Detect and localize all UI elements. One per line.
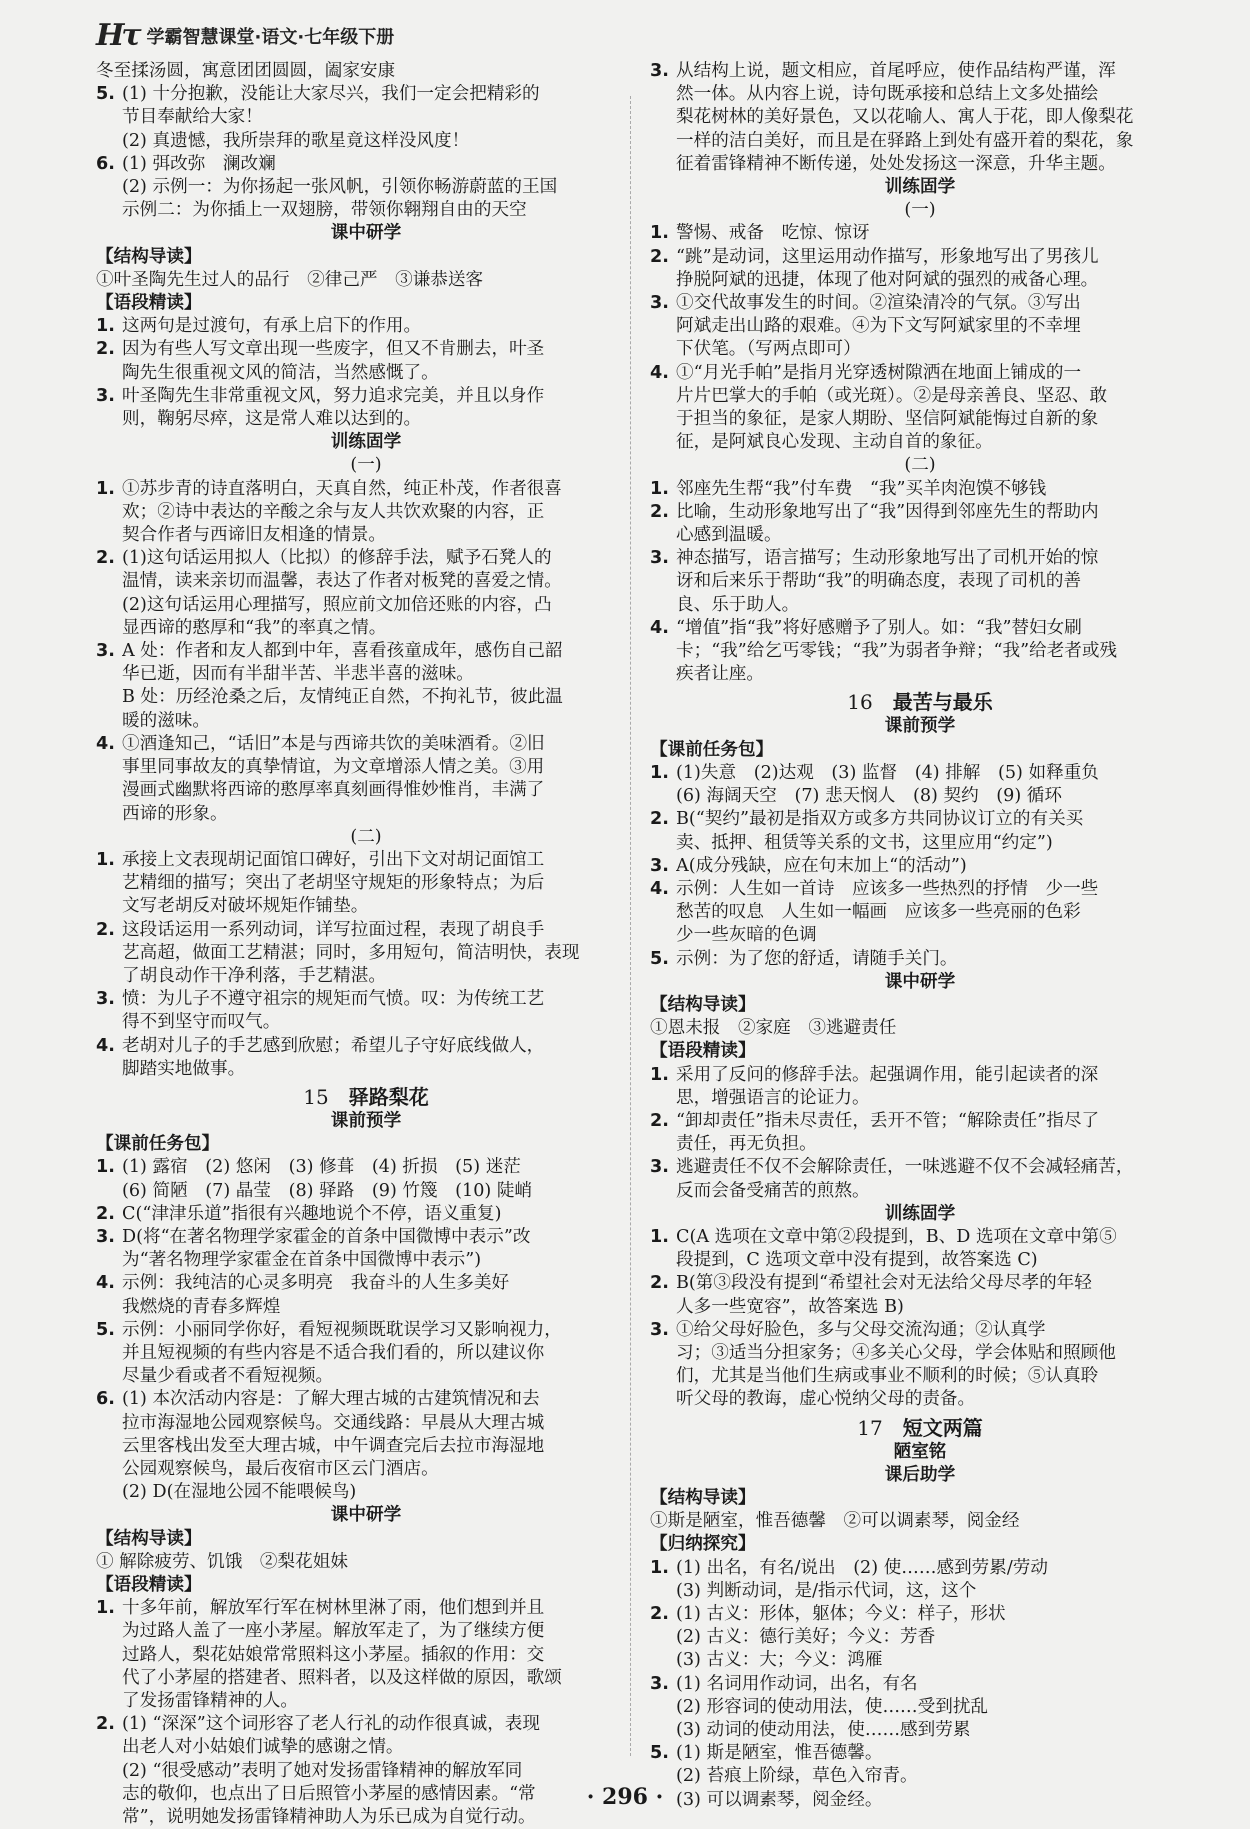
item-number: 3. — [650, 1319, 669, 1340]
item-text — [676, 762, 1190, 808]
text-line: 艺高超，做面工艺精湛；同时，多用短句，简洁明快，表现 — [122, 942, 580, 963]
item-number: 3. — [650, 61, 669, 81]
answer-item — [96, 1203, 636, 1226]
item-number: 5. — [96, 84, 115, 105]
answer-item — [650, 1673, 1190, 1743]
subsection-number: (一) — [350, 455, 382, 476]
item-number: 2. — [650, 246, 669, 267]
text-line: 则，鞠躬尽瘁，这是常人难以达到的。 — [122, 409, 422, 430]
answer-item — [96, 640, 636, 733]
text-line: 志的敬仰，也点出了日后照管小茅屋的感情因素。“常 — [122, 1783, 536, 1804]
item-number: 1. — [96, 316, 115, 337]
item-number: 1. — [96, 1157, 115, 1178]
answer-continuation — [96, 176, 636, 222]
answer-item — [650, 808, 1190, 854]
answer-continuation — [96, 130, 636, 153]
text-line: 冬至揉汤圆，寓意团团圆圆，阖家安康 — [96, 61, 396, 81]
text-line: (6) 简陋 (7) 晶莹 (8) 驿路 (9) 竹篾 (10) 陡峭 — [122, 1180, 533, 1201]
text-line: 思，增强语言的论证力。 — [676, 1087, 870, 1108]
item-number: 2. — [650, 1273, 669, 1294]
text-line: (2) D(在湿地公园不能喂候鸟) — [122, 1482, 357, 1503]
text-line: 显西谛的憨厚和“我”的率真之情。 — [122, 617, 387, 638]
text-line: 我燃烧的青春多辉煌 — [122, 1296, 281, 1317]
answer-item — [650, 292, 1190, 362]
item-text — [122, 1272, 636, 1318]
text-line: 承接上文表现胡记面馆口碑好，引出下文对胡记面馆工 — [122, 849, 545, 870]
text-line: (2) 形容词的使动用法，使……受到扰乱 — [676, 1696, 989, 1717]
text-line: 卖、抵押、租赁等关系的文书，这里应用“约定”) — [676, 832, 1053, 853]
block-label: 【语段精读】 — [96, 1575, 202, 1595]
answer-item — [650, 617, 1190, 687]
answer-item — [650, 1156, 1190, 1202]
answer-item — [650, 1064, 1190, 1110]
item-number: 3. — [650, 293, 669, 314]
answer-item — [96, 1713, 636, 1829]
item-text — [676, 1603, 1190, 1673]
text-line: 挣脱阿斌的迅捷，体现了他对阿斌的强烈的戒备心理。 — [676, 269, 1099, 290]
item-text — [676, 1064, 1190, 1110]
section-heading: 陋室铭 — [893, 1441, 947, 1462]
text-line: 了胡良动作干净利落，手艺精湛。 — [122, 965, 386, 986]
text-line: 契合作者与西谛旧友相逢的情景。 — [122, 525, 386, 546]
text-line: 责任，再无负担。 — [676, 1134, 817, 1155]
answer-item — [96, 1319, 636, 1389]
item-text — [676, 478, 1190, 501]
answer-item — [650, 246, 1190, 292]
item-text — [676, 878, 1190, 948]
item-number: 6. — [96, 1389, 115, 1410]
text-line: ①恩未报 ②家庭 ③逃避责任 — [650, 1018, 897, 1039]
text-line: 为“著名物理学家霍金在首条中国微博中表示”) — [122, 1250, 482, 1271]
text-line: (1) 出名，有名/说出 (2) 使……感到劳累/劳动 — [676, 1557, 1048, 1578]
answer-item — [650, 1272, 1190, 1318]
section-heading: 训练固学 — [884, 1203, 956, 1224]
answer-item — [650, 222, 1190, 245]
text-line: 十多年前，解放军行军在树林里淋了雨，他们想到并且 — [122, 1598, 545, 1619]
text-line: 征，是阿斌良心发现、主动自首的象征。 — [676, 432, 993, 453]
answer-item — [96, 1597, 636, 1713]
item-number: 1. — [96, 478, 115, 499]
block-label: 【结构导读】 — [650, 994, 756, 1015]
item-text — [122, 919, 636, 989]
answer-item — [650, 501, 1190, 547]
item-text — [676, 1673, 1190, 1743]
answer-item — [650, 948, 1190, 971]
answer-item — [650, 855, 1190, 878]
text-line: 得不到坚守而叹气。 — [122, 1012, 281, 1033]
text-line: 常”，说明她发扬雷锋精神助人为乐已成为自觉行动。 — [122, 1807, 536, 1828]
item-number: 5. — [650, 948, 669, 969]
item-text — [676, 1110, 1190, 1156]
block-label: 【课前任务包】 — [650, 739, 774, 760]
text-line: A(成分残缺，应在句末加上“的活动”) — [676, 855, 967, 876]
text-line: 事里同事故友的真挚情谊，为文章增添人情之美。③用 — [122, 757, 545, 778]
item-text — [676, 1226, 1190, 1272]
text-line: (2) 示例一：为你扬起一张风帆，引领你畅游蔚蓝的王国 — [122, 177, 558, 198]
text-line: 邻座先生帮“我”付车费 “我”买羊肉泡馍不够钱 — [676, 478, 1047, 499]
item-number: 4. — [650, 878, 669, 899]
item-text — [122, 849, 636, 919]
answer-item — [96, 733, 636, 826]
subsection-number: (二) — [904, 455, 936, 476]
text-line: (1) 十分抱歉，没能让大家尽兴，我们一定会把精彩的 — [122, 84, 540, 105]
text-line: 华已逝，因而有半甜半苦、半悲半喜的滋味。 — [122, 664, 474, 685]
answer-item — [96, 315, 636, 338]
block-label: 【归纳探究】 — [650, 1534, 756, 1555]
text-line: 讶和后来乐于帮助“我”的明确态度，表现了司机的善 — [676, 571, 1082, 592]
text-line: 疾者让座。 — [676, 664, 764, 685]
text-line: 漫画式幽默将西谛的憨厚率真刻画得惟妙惟肖，丰满了 — [122, 780, 545, 801]
text-line: (1) 露宿 (2) 悠闲 (3) 修葺 (4) 折损 (5) 迷茫 — [122, 1157, 521, 1178]
item-text — [676, 292, 1190, 362]
section-heading: 课中研学 — [330, 223, 402, 244]
answer-item — [650, 1226, 1190, 1272]
text-line: 阿斌走出山路的艰难。④为下文写阿斌家里的不幸埋 — [676, 316, 1081, 337]
text-line: (1)失意 (2)达观 (3) 监督 (4) 排解 (5) 如释重负 — [676, 762, 1099, 783]
answer-item — [650, 1110, 1190, 1156]
text-line: 们，尤其是当他们生病或事业不顺利的时候；⑤认真聆 — [676, 1366, 1099, 1387]
answer-item — [650, 1603, 1190, 1673]
text-line: (2) 古义：德行美好；今义：芳香 — [676, 1627, 936, 1648]
text-line: (3) 古义：大；今义：鸿雁 — [676, 1650, 883, 1671]
text-line: 示例：小丽同学你好，看短视频既耽误学习又影响视力， — [122, 1319, 562, 1340]
answer-item — [650, 1557, 1190, 1603]
answer-item — [96, 478, 636, 548]
item-text — [122, 153, 636, 176]
answer-item — [96, 1272, 636, 1318]
section-heading: 课后助学 — [884, 1464, 956, 1485]
text-line: 片片巴掌大的手帕（或光斑）。②是母亲善良、坚忍、敢 — [676, 385, 1108, 406]
text-line: ①“月光手帕”是指月光穿透树隙洒在地面上铺成的一 — [676, 362, 1082, 383]
text-line: 良、乐于助人。 — [676, 594, 800, 615]
text-line: “卸却责任”指未尽责任，丢开不管；“解除责任”指尽了 — [676, 1110, 1100, 1131]
text-line: 温情，读来亲切而温馨，表达了作者对板凳的喜爱之情。 — [122, 571, 562, 592]
lesson-number: 17 — [857, 1415, 883, 1440]
item-text — [676, 855, 1190, 878]
text-line: C(“津津乐道”指很有兴趣地说个不停，语义重复) — [122, 1203, 502, 1224]
lesson-number: 15 — [303, 1084, 329, 1109]
text-line: 少一些灰暗的色调 — [676, 925, 817, 946]
text-line: 愁苦的叹息 人生如一幅画 应该多一些亮丽的色彩 — [676, 902, 1081, 923]
item-text — [122, 1713, 636, 1829]
section-heading: 课中研学 — [330, 1505, 402, 1526]
item-number: 4. — [650, 617, 669, 638]
item-text — [676, 808, 1190, 854]
brand-logo: Hτ — [96, 18, 139, 53]
text-line: 于担当的象征，是家人期盼、坚信阿斌能悔过自新的象 — [676, 409, 1099, 430]
item-text — [122, 1226, 636, 1272]
item-number: 4. — [96, 1273, 115, 1294]
text-line: 采用了反问的修辞手法。起强调作用，能引起读者的深 — [676, 1064, 1099, 1085]
section-heading: 训练固学 — [330, 432, 402, 453]
text-line: 一样的洁白美好，而且是在驿路上到处有盛开着的梨花，象 — [676, 130, 1134, 151]
text-line: 段提到，C 选项文章中没有提到，故答案选 C) — [676, 1250, 1038, 1271]
text-line: 梨花树林的美好景色，又以花喻人、寓人于花，即人像梨花 — [676, 107, 1134, 128]
text-line: 因为有些人写文章出现一些废字，但又不肯删去，叶圣 — [122, 339, 545, 360]
text-line: B(第③段没有提到“希望社会对无法给父母尽孝的年轻 — [676, 1273, 1092, 1294]
item-number: 2. — [96, 548, 115, 569]
item-number: 3. — [650, 1157, 669, 1178]
item-number: 2. — [96, 919, 115, 940]
text-line: 这段话运用一系列动词，详写拉面过程，表现了胡良手 — [122, 919, 545, 940]
text-line: ①给父母好脸色，多与父母交流沟通；②认真学 — [676, 1319, 1046, 1340]
text-line: 征着雷锋精神不断传递，处处发扬这一深意，升华主题。 — [676, 153, 1116, 174]
item-number: 2. — [96, 1714, 115, 1735]
item-number: 3. — [96, 1226, 115, 1247]
item-text — [122, 385, 636, 431]
answer-item — [96, 1226, 636, 1272]
answer-item — [650, 547, 1190, 617]
text-line: ①苏步青的诗直落明白，天真自然，纯正朴茂，作者很喜 — [122, 478, 562, 499]
item-text — [122, 640, 636, 733]
text-line: (2) “很受感动”表明了她对发扬雷锋精神的解放军同 — [122, 1760, 523, 1781]
lesson-title — [96, 1084, 636, 1110]
item-text — [122, 1156, 636, 1202]
answer-item — [96, 83, 636, 129]
text-line: 人多一些宽容”，故答案选 B) — [676, 1296, 904, 1317]
text-line: (3) 判断动词，是/指示代词，这，这个 — [676, 1580, 977, 1601]
text-line: (2)这句话运用心理描写，照应前文加倍还账的内容，凸 — [122, 594, 552, 615]
section-heading: 课前预学 — [330, 1110, 402, 1131]
item-text — [676, 222, 1190, 245]
text-line: ①叶圣陶先生过人的品行 ②律己严 ③谦恭送客 — [96, 269, 484, 290]
right-column — [650, 60, 1190, 1812]
item-number: 1. — [96, 1598, 115, 1619]
item-text — [676, 948, 1190, 971]
subsection-number: (二) — [350, 826, 382, 847]
item-text — [676, 1319, 1190, 1412]
text-line: B(“契约”最初是指双方或多方共同协议订立的有关买 — [676, 809, 1084, 830]
item-text — [122, 547, 636, 640]
answer-item — [650, 878, 1190, 948]
text-line: ①酒逢知己，“话旧”本是与西谛共饮的美味酒肴。②旧 — [122, 733, 545, 754]
text-line: 代了小茅屋的搭建者、照料者，以及这样做的原因，歌颂 — [122, 1667, 562, 1688]
item-number: 3. — [96, 385, 115, 406]
item-number: 2. — [650, 501, 669, 522]
text-line: 叶圣陶先生非常重视文风，努力追求完美，并且以身作 — [122, 385, 545, 406]
text-line: 卡；“我”给乞丐零钱；“我”为弱者争辩；“我”给老者或残 — [676, 641, 1118, 662]
item-text — [676, 547, 1190, 617]
item-text — [676, 60, 1190, 176]
text-line: A 处：作者和友人都到中年，喜看孩童成年，感伤自己韶 — [122, 641, 563, 662]
text-line: 示例：我纯洁的心灵多明亮 我奋斗的人生多美好 — [122, 1273, 510, 1294]
text-line: 并且短视频的有些内容是不适合我们看的，所以建议你 — [122, 1342, 545, 1363]
text-line: 为过路人盖了一座小茅屋。解放军走了，为了继续方便 — [122, 1621, 545, 1642]
text-line: (1) 名词用作动词，出名，有名 — [676, 1673, 918, 1694]
item-text — [122, 1319, 636, 1389]
lesson-title — [650, 1415, 1190, 1441]
item-text — [122, 733, 636, 826]
text-line: 心感到温暖。 — [676, 525, 782, 546]
item-number: 1. — [96, 849, 115, 870]
item-text — [122, 338, 636, 384]
item-text — [676, 617, 1190, 687]
text-line: 示例二：为你插上一双翅膀，带领你翱翔自由的天空 — [122, 200, 527, 221]
text-line: 西谛的形象。 — [122, 803, 228, 824]
item-number: 2. — [96, 339, 115, 360]
page-header — [96, 18, 394, 53]
item-number: 3. — [650, 548, 669, 569]
answer-item — [650, 60, 1190, 176]
text-line: 云里客栈出发至大理古城，中午调查完后去拉市海湿地 — [122, 1435, 545, 1456]
text-line: 下伏笔。（写两点即可） — [676, 339, 861, 360]
lesson-number: 16 — [847, 690, 873, 715]
text-line: 了发扬雷锋精神的人。 — [122, 1691, 298, 1712]
text-line: 示例：为了您的舒适，请随手关门。 — [676, 948, 958, 969]
text-line: 逃避责任不仅不会解除责任，一味逃避不仅不会减轻痛苦， — [676, 1157, 1134, 1178]
block-label: 【结构导读】 — [96, 246, 202, 267]
item-text — [122, 478, 636, 548]
item-number: 2. — [650, 1110, 669, 1131]
text-line: ①交代故事发生的时间。②渲染清冷的气氛。③写出 — [676, 293, 1081, 314]
item-number: 2. — [96, 1203, 115, 1224]
lesson-title — [650, 689, 1190, 715]
text-line: (1) 弭改弥 澜改斓 — [122, 153, 276, 174]
text-line: B 处：历经沧桑之后，友情纯正自然，不拘礼节，彼此温 — [122, 687, 563, 708]
text-line: 神态描写，语言描写；生动形象地写出了司机开始的惊 — [676, 548, 1099, 569]
text-line: 从结构上说，题文相应，首尾呼应，使作品结构严谨，浑 — [676, 61, 1116, 81]
lesson-name: 最苦与最乐 — [892, 690, 993, 715]
text-line: 老胡对儿子的手艺感到欣慰；希望儿子守好底线做人， — [122, 1035, 545, 1056]
text-line: 欢；②诗中表达的辛酸之余与友人共饮欢聚的内容，正 — [122, 501, 545, 522]
text-line: ① 解除疲劳、饥饿 ②梨花姐妹 — [96, 1551, 348, 1572]
item-number: 1. — [650, 1064, 669, 1085]
text-line: (1) “深深”这个词形容了老人行礼的动作很真诚，表现 — [122, 1714, 540, 1735]
text-line: C(A 选项在文章中第②段提到，B、D 选项在文章中第⑤ — [676, 1226, 1117, 1247]
item-number: 2. — [650, 1604, 669, 1624]
column-divider — [630, 96, 631, 1756]
item-number: 3. — [650, 855, 669, 876]
item-text — [676, 362, 1190, 455]
item-number: 3. — [96, 641, 115, 662]
item-number: 2. — [650, 809, 669, 830]
answer-item — [96, 547, 636, 640]
book-title: 学霸智慧课堂·语文·七年级下册 — [146, 26, 395, 48]
answer-item — [650, 362, 1190, 455]
item-text — [122, 315, 636, 338]
text-line: 暖的滋味。 — [122, 710, 210, 731]
item-number: 4. — [650, 362, 669, 383]
item-text — [122, 1597, 636, 1713]
item-number: 3. — [96, 989, 115, 1010]
text-line: “增值”指“我”将好感赠予了别人。如：“我”替妇女刷 — [676, 617, 1082, 638]
text-line: “跳”是动词，这里运用动作描写，形象地写出了男孩儿 — [676, 246, 1099, 267]
item-text — [122, 83, 636, 129]
text-line: (3) 可以调素琴，阅金经。 — [676, 1789, 883, 1810]
text-line: (2) 苔痕上阶绿，草色入帘青。 — [676, 1766, 918, 1787]
item-text — [122, 1035, 636, 1081]
text-line: 拉市海湿地公园观察候鸟。交通线路：早晨从大理古城 — [122, 1412, 545, 1433]
text-line: 警惕、戒备 吃惊、惊讶 — [676, 223, 870, 244]
answer-item — [650, 1319, 1190, 1412]
answer-item — [96, 919, 636, 989]
answer-item — [650, 762, 1190, 808]
item-number: 5. — [96, 1319, 115, 1340]
answer-item — [96, 338, 636, 384]
text-line: 愤：为儿子不遵守祖宗的规矩而气愤。叹：为传统工艺 — [122, 989, 545, 1010]
item-number: 4. — [96, 1035, 115, 1056]
item-text — [676, 246, 1190, 292]
section-heading: 课前预学 — [884, 716, 956, 737]
answer-item — [96, 1035, 636, 1081]
page-number: · 296 · — [586, 1784, 664, 1810]
block-label: 【语段精读】 — [650, 1041, 756, 1062]
item-text — [122, 1203, 636, 1226]
item-text — [676, 1557, 1190, 1603]
answer-item — [96, 1156, 636, 1202]
text-line: (1)这句话运用拟人（比拟）的修辞手法，赋予石凳人的 — [122, 548, 552, 569]
text-line: (1) 斯是陋室，惟吾德馨。 — [676, 1743, 883, 1764]
text-line: (6) 海阔天空 (7) 悲天悯人 (8) 契约 (9) 循环 — [676, 786, 1062, 807]
left-column — [96, 60, 636, 1829]
item-number: 1. — [650, 1557, 669, 1578]
answer-item — [96, 153, 636, 176]
lesson-name: 驿路梨花 — [348, 1084, 429, 1109]
answer-item — [96, 988, 636, 1034]
item-text — [676, 1156, 1190, 1202]
text-line: 然一体。从内容上说，诗句既承接和总结上文多处描绘 — [676, 84, 1099, 105]
block-label: 【结构导读】 — [650, 1487, 756, 1508]
item-text — [676, 501, 1190, 547]
text-line: (3) 动词的使动用法，使……感到劳累 — [676, 1720, 971, 1741]
item-text — [676, 1272, 1190, 1318]
item-number: 3. — [650, 1673, 669, 1694]
answer-item — [96, 849, 636, 919]
text-line: 艺精细的描写；突出了老胡坚守规矩的形象特点；为后 — [122, 873, 545, 894]
item-number: 1. — [650, 478, 669, 499]
item-number: 5. — [650, 1743, 669, 1764]
block-label: 【课前任务包】 — [96, 1134, 220, 1155]
text-line: 脚踏实地做事。 — [122, 1058, 246, 1079]
subsection-number: (一) — [904, 200, 936, 221]
text-line: D(将“在著名物理学家霍金的首条中国微博中表示”改 — [122, 1226, 531, 1247]
answer-item — [96, 1388, 636, 1504]
section-heading: 训练固学 — [884, 177, 956, 198]
answer-item — [650, 478, 1190, 501]
text-line: 反而会备受痛苦的煎熬。 — [676, 1180, 870, 1201]
text-line: (2) 真遗憾，我所崇拜的歌星竟这样没风度！ — [122, 130, 470, 151]
text-line: 尽量少看或者不看短视频。 — [122, 1366, 334, 1387]
section-heading: 课中研学 — [884, 971, 956, 992]
item-number: 1. — [650, 1226, 669, 1247]
block-label: 【结构导读】 — [96, 1528, 202, 1549]
text-line: 文写老胡反对破坏规矩作铺垫。 — [122, 896, 369, 917]
text-line: 比喻，生动形象地写出了“我”因得到邻座先生的帮助内 — [676, 501, 1099, 522]
lesson-name: 短文两篇 — [902, 1415, 983, 1440]
text-line: (1) 古义：形体，躯体；今义：样子，形状 — [676, 1604, 1006, 1624]
text-line: 出老人对小姑娘们诚挚的感谢之情。 — [122, 1737, 404, 1758]
item-number: 4. — [96, 733, 115, 754]
text-line: 习；③适当分担家务；④多关心父母，学会体贴和照顾他 — [676, 1342, 1116, 1363]
text-line: (1) 本次活动内容是：了解大理古城的古建筑情况和去 — [122, 1389, 540, 1410]
answer-item — [96, 385, 636, 431]
text-line: 节目奉献给大家！ — [122, 107, 263, 128]
text-line: 过路人，梨花姑娘常常照料这小茅屋。插叙的作用：交 — [122, 1644, 545, 1665]
text-line: ①斯是陋室，惟吾德馨 ②可以调素琴，阅金经 — [650, 1511, 1020, 1532]
item-number: 1. — [650, 762, 669, 783]
text-line: 示例：人生如一首诗 应该多一些热烈的抒情 少一些 — [676, 878, 1099, 899]
text-line: 听父母的教诲，虚心悦纳父母的责备。 — [676, 1389, 976, 1410]
item-text — [122, 988, 636, 1034]
item-number: 1. — [650, 223, 669, 244]
text-line: 公园观察候鸟，最后夜宿市区云门酒店。 — [122, 1458, 439, 1479]
text-line: 这两句是过渡句，有承上启下的作用。 — [122, 316, 422, 337]
item-number: 6. — [96, 153, 115, 174]
text-line: 陶先生很重视文风的简洁，当然感慨了。 — [122, 362, 439, 383]
block-label: 【语段精读】 — [96, 293, 202, 314]
item-text — [122, 1388, 636, 1504]
